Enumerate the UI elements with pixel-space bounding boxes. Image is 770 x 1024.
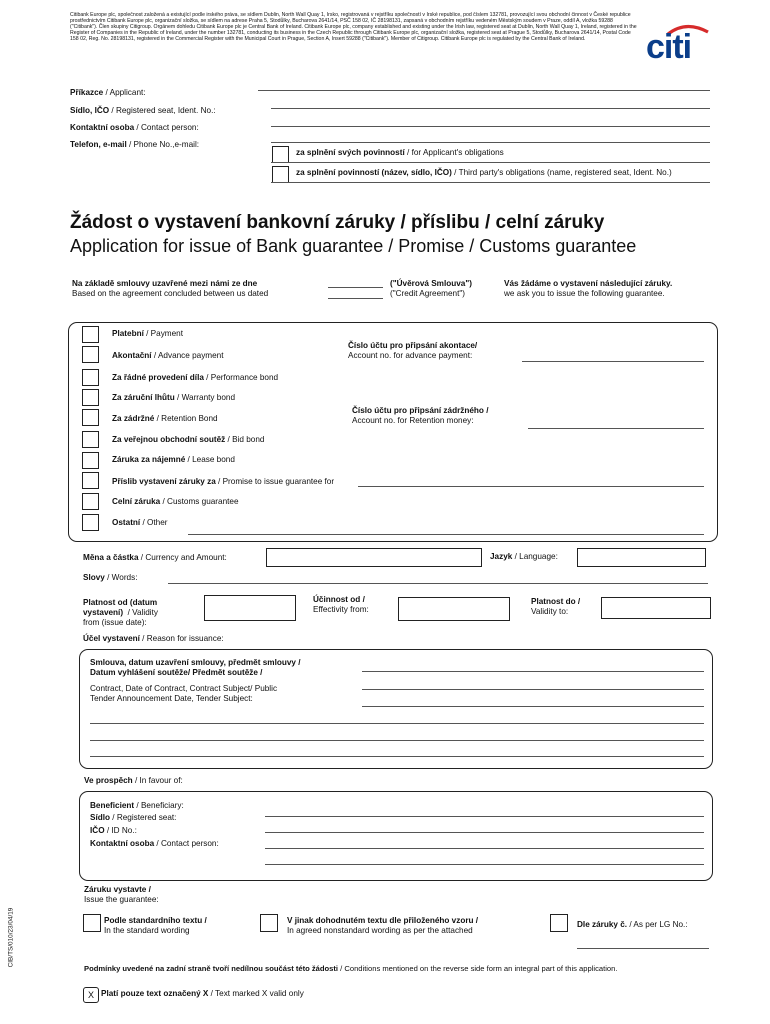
type-label-retention: Za zádržné / Retention Bond	[112, 414, 218, 423]
contract-line-6[interactable]	[90, 756, 704, 757]
phone-label-en: / Phone No.,e-mail:	[126, 140, 200, 149]
intro-left-cz: Na základě smlouvy uzavřené mezi námi ze dne	[72, 279, 258, 288]
beneficiary-line-4[interactable]	[265, 864, 704, 865]
applicant-label	[70, 88, 146, 98]
beneficiary-label: Beneficient / Beneficiary:	[90, 801, 184, 810]
x-marker: X	[83, 987, 99, 1003]
agreement-date-line-1[interactable]	[328, 287, 383, 288]
intro-right-cz: Vás žádáme o vystavení následující záruky.	[504, 279, 673, 288]
contract-label-cz: Smlouva, datum uzavření smlouvy, předmět smlouvy / Datum vyhlášení soutěže/ Předmět soutěže /	[90, 658, 301, 677]
type-checkbox-warranty[interactable]	[82, 389, 99, 406]
type-checkbox-bid[interactable]	[82, 431, 99, 448]
purpose-label: Účel vystavení / Reason for issuance:	[83, 634, 224, 643]
intro-right-en: we ask you to issue the following guarantee.	[504, 289, 665, 298]
language-input[interactable]	[577, 548, 706, 567]
favour-label: Ve prospěch / In favour of:	[84, 776, 183, 785]
contract-line-3[interactable]	[362, 706, 704, 707]
own-obligations-en: / for Applicant's obligations	[404, 148, 504, 157]
type-label-performance: Za řádné provedení díla / Performance bond	[112, 373, 279, 382]
intro-left-en: Based on the agreement concluded between us dated	[72, 289, 269, 298]
type-label-lease: Záruka za nájemné / Lease bond	[112, 455, 235, 464]
own-obligations-label	[296, 148, 504, 158]
type-checkbox-performance[interactable]	[82, 369, 99, 386]
nonstandard-wording-checkbox[interactable]	[260, 914, 278, 932]
type-checkbox-payment[interactable]	[82, 326, 99, 343]
legal-text	[70, 12, 638, 42]
contract-line-5[interactable]	[90, 740, 704, 741]
side-code: CIB/TS/010/23/04/19	[7, 907, 15, 968]
beneficiary-seat-label: Sídlo / Registered seat:	[90, 813, 177, 822]
applicant-line-2[interactable]	[271, 108, 710, 109]
type-label-promise: Příslib vystavení záruky za / Promise to issue guarantee for	[112, 477, 335, 486]
own-obligations-checkbox[interactable]	[272, 146, 289, 163]
applicant-line-3[interactable]	[271, 126, 710, 127]
phone-label-cz: Telefon, e-mail	[70, 140, 127, 149]
advance-account-label: Číslo účtu pro připsání akontace/ Account no. for advance payment:	[348, 341, 478, 360]
type-label-warranty: Za záruční lhůtu / Warranty bond	[112, 393, 235, 402]
own-obligations-cz: za splnění svých povinností	[296, 148, 405, 157]
type-checkbox-customs[interactable]	[82, 493, 99, 510]
type-checkbox-other[interactable]	[82, 514, 99, 531]
seat-label-en: / Registered seat, Ident. No.:	[109, 106, 216, 115]
contract-line-1[interactable]	[362, 671, 704, 672]
type-checkbox-promise[interactable]	[82, 472, 99, 489]
beneficiary-line-2[interactable]	[265, 832, 704, 833]
citi-logo-text: citi	[646, 28, 692, 66]
nonstandard-wording-label: V jinak dohodnutém textu dle přiloženého vzoru / In agreed nonstandard wording as per the attached	[287, 916, 479, 935]
valid-to-input[interactable]	[601, 597, 711, 619]
type-checkbox-advance[interactable]	[82, 346, 99, 363]
contact-label	[70, 123, 199, 133]
standard-wording-checkbox[interactable]	[83, 914, 101, 932]
effectivity-input[interactable]	[398, 597, 510, 621]
valid-from-input[interactable]	[204, 595, 296, 621]
language-label: Jazyk / Language:	[490, 552, 558, 561]
applicant-line-5	[271, 162, 710, 163]
third-party-checkbox[interactable]	[272, 166, 289, 183]
seat-label-cz: Sídlo, IČO	[70, 106, 110, 115]
type-checkbox-retention[interactable]	[82, 409, 99, 426]
applicant-line-6	[271, 182, 710, 183]
type-label-other: Ostatní / Other	[112, 518, 168, 527]
retention-account-label: Číslo účtu pro připsání zádržného / Account no. for Retention money:	[352, 406, 489, 425]
third-party-en: / Third party's obligations (name, registered seat, Ident. No.)	[451, 168, 672, 177]
type-label-payment: Platební / Payment	[112, 329, 183, 338]
legal-text-en: Citibank Europe plc, company established and existing under the Irish law, registered seat at Dublin, North Wall Quay 1, Ireland, registered in the Register of Companies in the Republic of Ireland, under the number 132781, conducting its business in the Czech Republic through Citibank Europe plc, organizační složka, registered seat at Prague 5, Stodůlky, Bucharova 2641/14, Postal Code 158 02, Reg. No. 28198131, registered in the Commercial Register with the Municipal Court in Prague, Section A, Insert 59288 ("Citibank"). Member of Citigroup. Citibank Europe plc is regulated by the Central Bank of Ireland.	[70, 24, 637, 43]
valid-text-note: Platí pouze text označený X / Text marked X valid only	[101, 989, 304, 998]
beneficiary-line-3[interactable]	[265, 848, 704, 849]
words-line[interactable]	[168, 583, 708, 584]
intro-mid	[390, 279, 472, 299]
advance-account-line[interactable]	[522, 361, 704, 362]
intro-mid-en: ("Credit Agreement")	[390, 289, 465, 298]
promise-line[interactable]	[358, 486, 704, 487]
as-per-lg-label: Dle záruky č. / As per LG No.:	[577, 920, 688, 929]
beneficiary-contact-label: Kontaktní osoba / Contact person:	[90, 839, 219, 848]
agreement-date-line-2[interactable]	[328, 298, 383, 299]
page-title: Žádost o vystavení bankovní záruky / příslibu / celní záruky	[70, 212, 605, 233]
applicant-line-1[interactable]	[258, 90, 710, 91]
as-per-lg-checkbox[interactable]	[550, 914, 568, 932]
contact-label-cz: Kontaktní osoba	[70, 123, 135, 132]
type-label-customs: Celní záruka / Customs guarantee	[112, 497, 239, 506]
intro-left	[72, 279, 268, 299]
standard-wording-label: Podle standardního textu / In the standard wording	[104, 916, 207, 935]
contract-label-en: Contract, Date of Contract, Contract Subject/ Public Tender Announcement Date, Tender Subject:	[90, 684, 278, 703]
conditions-note: Podmínky uvedené na zadní straně tvoří nedílnou součást této žádosti / Conditions mentioned on the reverse side form an integral part of this application.	[84, 964, 618, 973]
valid-to-label: Platnost do / Validity to:	[531, 597, 581, 616]
seat-label	[70, 106, 216, 116]
applicant-line-4[interactable]	[271, 142, 710, 143]
contact-label-en: / Contact person:	[134, 123, 199, 132]
intro-right	[504, 279, 672, 299]
contract-line-2[interactable]	[362, 689, 704, 690]
third-party-cz: za splnění povinností (název, sídlo, IČO)	[296, 168, 452, 177]
effectivity-label: Účinnost od / Effectivity from:	[313, 595, 369, 614]
contract-line-4[interactable]	[90, 723, 704, 724]
type-label-bid: Za veřejnou obchodní soutěž / Bid bond	[112, 435, 265, 444]
beneficiary-id-label: IČO / ID No.:	[90, 826, 137, 835]
phone-label	[70, 140, 199, 150]
words-label: Slovy / Words:	[83, 573, 138, 582]
applicant-label-cz: Příkazce	[70, 88, 104, 97]
other-line[interactable]	[188, 534, 704, 535]
retention-account-line[interactable]	[528, 428, 704, 429]
beneficiary-line-1[interactable]	[265, 816, 704, 817]
amount-input[interactable]	[266, 548, 482, 567]
valid-from-label: Platnost od (datum vystavení) / Validity from (issue date):	[83, 598, 158, 627]
applicant-label-en: / Applicant:	[103, 88, 146, 97]
type-label-advance: Akontační / Advance payment	[112, 351, 224, 360]
issue-label: Záruku vystavte / Issue the guarantee:	[84, 885, 159, 904]
intro-mid-cz: ("Úvěrová Smlouva")	[390, 279, 472, 288]
citi-logo	[646, 18, 716, 68]
legal-text-cz: Citibank Europe plc, společnost založená a existující podle irského práva, se sídlem Dublin, North Wall Quay 1, Irsko, registrovaná v rejstříku společností v Irské republice, pod číslem 132781, provozující svou obchodní činnost v České republice prostřednictvím Citibank Europe plc, organizační složka, se sídlem na adrese Praha 5, Stodůlky, Bucharova 2641/14, PSČ 158 02, IČ 28198131, zapsaná v obchodním rejstříku vedeném Městským soudem v Praze, oddíl A, vložka 59288 ("Citibank"). Člen skupiny Citigroup. Orgánem dohledu Citibank Europe plc je Central Bank of Ireland.	[70, 12, 631, 31]
type-checkbox-lease[interactable]	[82, 452, 99, 469]
lg-number-line[interactable]	[577, 948, 709, 949]
page-subtitle: Application for issue of Bank guarantee / Promise / Customs guarantee	[70, 236, 637, 256]
third-party-label	[296, 168, 672, 178]
amount-label: Měna a částka / Currency and Amount:	[83, 553, 227, 562]
